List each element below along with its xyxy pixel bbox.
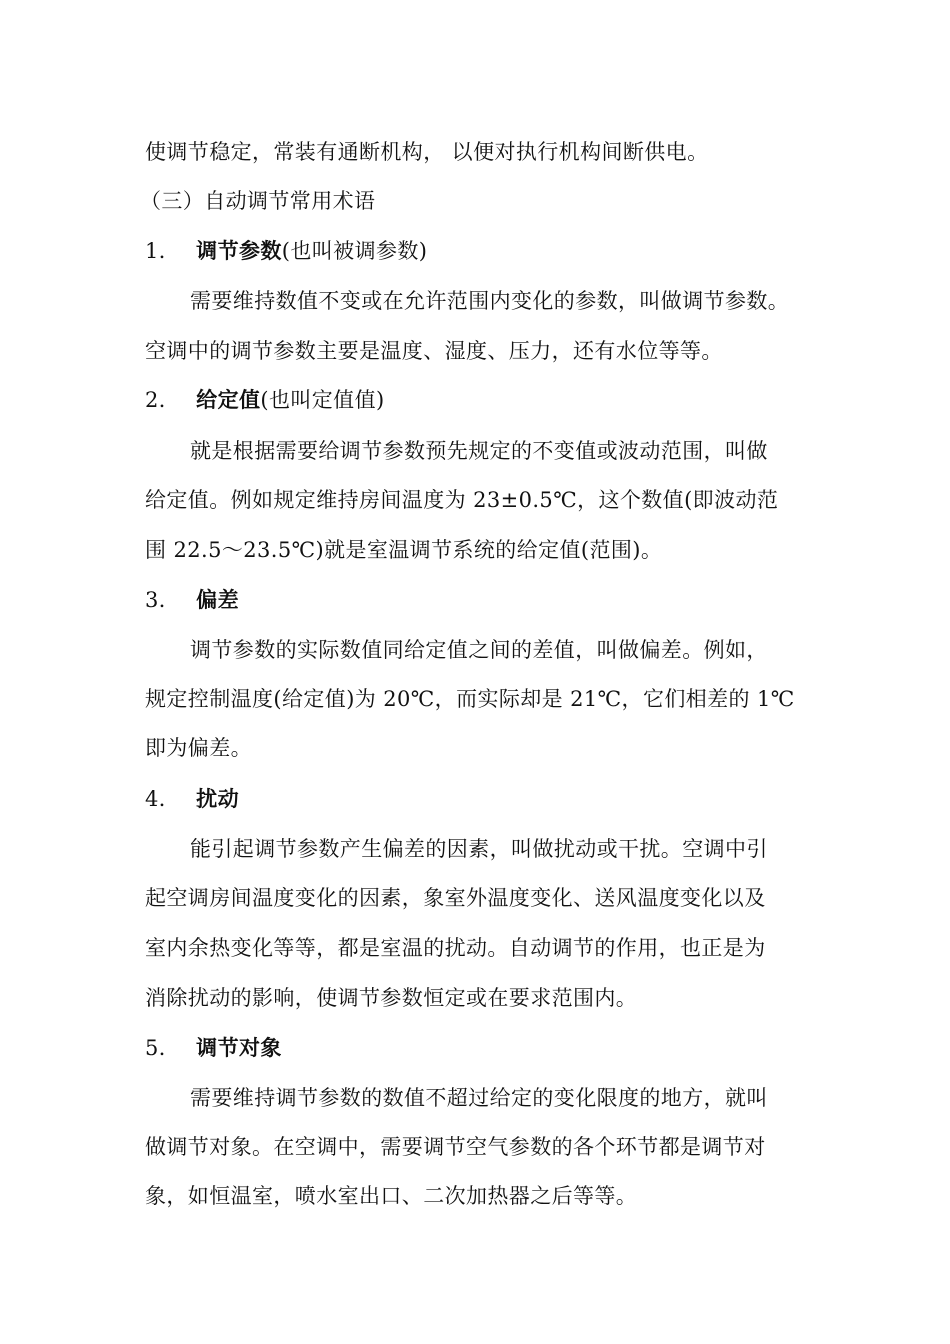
term-title: 扰动 bbox=[196, 787, 239, 811]
term-note: (也叫被调参数) bbox=[281, 239, 428, 263]
term-heading-4 bbox=[145, 784, 239, 814]
term-number: 4． bbox=[145, 787, 181, 811]
paragraph-line: 即为偏差。 bbox=[145, 736, 252, 760]
section-heading: （三）自动调节常用术语 bbox=[140, 189, 376, 213]
term-heading-2 bbox=[145, 385, 385, 415]
term-heading-3 bbox=[145, 585, 239, 615]
paragraph-line: 给定值。例如规定维持房间温度为 23±0.5℃，这个数值(即波动范 bbox=[145, 488, 779, 512]
term-heading-1 bbox=[145, 236, 427, 266]
paragraph-line: 规定控制温度(给定值)为 20℃，而实际却是 21℃，它们相差的 1℃ bbox=[145, 687, 795, 711]
term-number: 5． bbox=[145, 1036, 181, 1060]
term-number: 2． bbox=[145, 388, 181, 412]
paragraph-line: 象，如恒温室，喷水室出口、二次加热器之后等等。 bbox=[145, 1184, 638, 1208]
paragraph-line: 能引起调节参数产生偏差的因素，叫做扰动或干扰。空调中引 bbox=[190, 837, 768, 861]
term-heading-5 bbox=[145, 1033, 282, 1063]
paragraph-line: 做调节对象。在空调中，需要调节空气参数的各个环节都是调节对 bbox=[145, 1135, 766, 1159]
paragraph-line: 需要维持数值不变或在允许范围内变化的参数，叫做调节参数。 bbox=[190, 289, 790, 313]
paragraph-line: 消除扰动的影响，使调节参数恒定或在要求范围内。 bbox=[145, 986, 638, 1010]
paragraph-line: 空调中的调节参数主要是温度、湿度、压力，还有水位等等。 bbox=[145, 339, 723, 363]
term-note: (也叫定值值) bbox=[260, 388, 385, 412]
term-title: 调节对象 bbox=[196, 1036, 282, 1060]
paragraph-line: 调节参数的实际数值同给定值之间的差值，叫做偏差。例如， bbox=[190, 638, 768, 662]
paragraph-line: 就是根据需要给调节参数预先规定的不变值或波动范围，叫做 bbox=[190, 439, 768, 463]
term-title: 调节参数 bbox=[196, 239, 282, 263]
paragraph-line: 使调节稳定，常装有通断机构， 以便对执行机构间断供电。 bbox=[145, 140, 709, 164]
term-number: 1． bbox=[145, 239, 181, 263]
term-title: 偏差 bbox=[196, 588, 239, 612]
term-number: 3． bbox=[145, 588, 181, 612]
paragraph-line: 室内余热变化等等，都是室温的扰动。自动调节的作用，也正是为 bbox=[145, 936, 766, 960]
paragraph-line: 需要维持调节参数的数值不超过给定的变化限度的地方，就叫 bbox=[190, 1086, 768, 1110]
paragraph-line: 起空调房间温度变化的因素，象室外温度变化、送风温度变化以及 bbox=[145, 886, 766, 910]
paragraph-line: 围 22.5～23.5℃)就是室温调节系统的给定值(范围)。 bbox=[145, 538, 663, 562]
term-title: 给定值 bbox=[196, 388, 261, 412]
